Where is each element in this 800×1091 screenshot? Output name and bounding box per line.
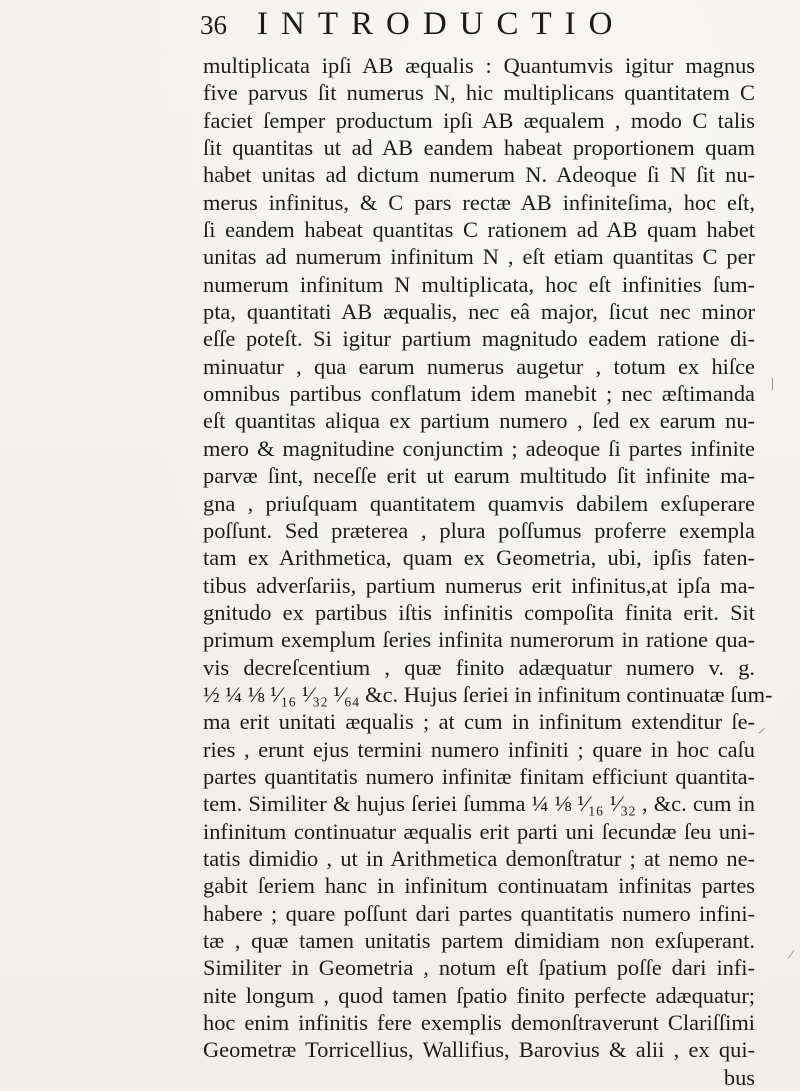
text-line: ma erit unitati æqualis ; at cum in infinitum extenditur ſe-: [203, 709, 755, 735]
text-line: merus infinitus, & C pars rectæ AB infiniteſima, hoc eſt,: [203, 189, 755, 215]
page-header: [200, 4, 760, 44]
page-number: 36: [200, 10, 227, 40]
text-line: pta, quantitati AB æqualis, nec eâ major, ſicut nec minor: [203, 299, 755, 325]
text-line: tibus adverſariis, partium numerus erit infinitus,at ipſa ma-: [203, 572, 755, 598]
text-line: numerum infinitum N multiplicata, hoc eſt infinities ſum-: [203, 271, 755, 297]
text-line: nite longum , quod tamen ſpatio finito perfecte adæquatur;: [203, 982, 755, 1008]
text-line: omnibus partibus conflatum idem manebit ; nec æſtimanda: [203, 381, 755, 407]
text-line: mero & magnitudine conjunctim ; adeoque ſi partes infinite: [203, 435, 755, 461]
text-line: multiplicata ipſi AB æqualis : Quantumvis igitur magnus: [203, 53, 755, 78]
text-line: tæ , quæ tamen unitatis partem dimidiam non exſuperant.: [203, 928, 755, 953]
text-line: eſſe poteſt. Si igitur partium magnitudo eadem ratione di-: [203, 326, 755, 352]
text-line: vis decreſcentium , quæ finito adæquatur numero v. g.: [203, 654, 755, 680]
text-line: faciet ſemper productum ipſi AB æqualem , modo C talis: [203, 107, 755, 133]
text-line: tam ex Arithmetica, quam ex Geometria, ubi, ipſis faten-: [203, 545, 755, 571]
text-line: gnitudo ex partibus iſtis infinitis compoſita finita erit. Sit: [203, 599, 755, 625]
text-line: five parvus ſit numerus N, hic multiplicans quantitatem C: [203, 80, 755, 106]
text-line: infinitum continuatur æqualis erit parti uni ſecundæ ſeu uni-: [203, 818, 755, 844]
margin-tick-mark: [772, 378, 773, 390]
margin-tick-mark: [759, 728, 766, 734]
text-line: minuatur , qua earum numerus augetur , totum ex hiſce: [203, 353, 755, 379]
text-line: habere ; quare poſſunt dari partes quantitatis numero infini-: [203, 900, 755, 926]
text-line: tem. Similiter & hujus ſeriei ſumma ¼ ⅛ ¹⁄₁₆ ¹⁄₃₂ , &c. cum in: [203, 791, 755, 817]
body-text: [203, 52, 773, 1091]
text-line: ries , erunt ejus termini numero infiniti ; quare in hoc caſu: [203, 736, 755, 762]
text-line: tatis dimidio , ut in Arithmetica demonſtratur ; at nemo ne-: [203, 845, 755, 871]
margin-tick-mark: [788, 950, 795, 959]
text-line: gna , priuſquam quantitatem quamvis dabilem exſuperare: [203, 490, 755, 516]
text-line: gabit ſeriem hanc in infinitum continuatam infinitas partes: [203, 873, 755, 899]
catchword: bus: [723, 1064, 755, 1090]
text-line: hoc enim infinitis fere exemplis demonſtraverunt Clariſſimi: [203, 1010, 755, 1036]
text-line: poſſunt. Sed præterea , plura poſſumus proferre exempla: [203, 517, 755, 543]
text-line: eſt quantitas aliqua ex partium numero , ſed ex earum nu-: [203, 408, 755, 434]
text-line: primum exemplum ſeries infinita numerorum in ratione qua-: [203, 627, 755, 653]
text-line: ſi eandem habeat quantitas C rationem ad AB quam habet: [203, 217, 755, 243]
text-line: parvæ ſint, neceſſe erit ut earum multitudo ſit infinite ma-: [203, 463, 755, 489]
text-line: Similiter in Geometria , notum eſt ſpatium poſſe dari infi-: [203, 955, 755, 981]
running-title: INTRODUCTIO: [257, 6, 626, 42]
text-line: ſit quantitas ut ad AB eandem habeat proportionem quam: [203, 135, 755, 161]
text-line: Geometræ Torricellius, Wallifius, Barovius & alii , ex qui-: [203, 1037, 755, 1063]
text-line: habet unitas ad dictum numerum N. Adeoque ſi N ſit nu-: [203, 162, 755, 188]
text-line: ½ ¼ ⅛ ¹⁄₁₆ ¹⁄₃₂ ¹⁄₆₄ &c. Hujus ſeriei in infinitum continuatæ ſum-: [203, 681, 773, 707]
text-line: unitas ad numerum infinitum N , eſt etiam quantitas C per: [203, 244, 755, 270]
text-line: partes quantitatis numero infinitæ finitam efficiunt quantita-: [203, 763, 755, 789]
